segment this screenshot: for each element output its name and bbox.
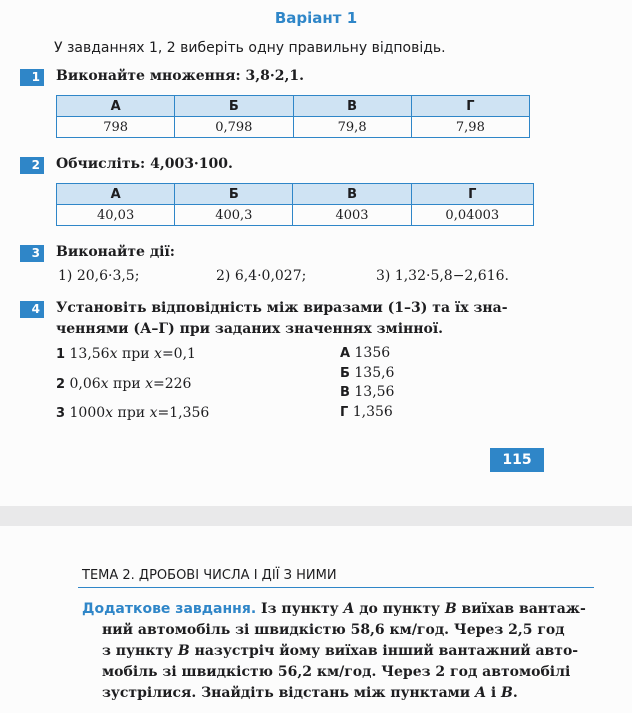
task-4-expression-2 [56, 376, 191, 392]
value-letter: Г [340, 405, 349, 420]
value-number: 13,56 [354, 384, 395, 400]
extra-text: виїхав вантаж- [456, 601, 586, 617]
expression-condition-value: =1,356 [157, 405, 210, 421]
value-letter: В [340, 385, 350, 400]
expression-condition-variable: x [154, 346, 162, 362]
task-1-text: Виконайте множення: 3,8·2,1. [56, 68, 304, 84]
task-2-header-b: Б [175, 184, 293, 205]
expression-variable: x [100, 376, 109, 392]
task-1-number: 1 [20, 69, 44, 86]
expression-condition-word: при [121, 346, 150, 362]
page-number-badge: 115 [490, 448, 544, 472]
extra-text: . [512, 685, 518, 701]
extra-text: і [485, 685, 502, 701]
extra-task-line-2: ний автомобіль зі швидкістю 58,6 км/год. Через 2,5 год [102, 622, 565, 638]
extra-text: зустрілися. Знайдіть відстань між пунктами [102, 685, 476, 701]
extra-text: до пункту [354, 601, 445, 617]
task-4-expression-3 [56, 405, 209, 421]
value-letter: Б [340, 366, 350, 381]
task-3-item-2: 2) 6,4·0,027; [216, 268, 307, 284]
value-letter: А [340, 346, 351, 361]
task-2-answer-table [56, 183, 534, 226]
task-2-answer-d: 0,04003 [411, 205, 533, 226]
task-2-header-d: Г [411, 184, 533, 205]
task-2-answer-c: 4003 [293, 205, 411, 226]
extra-text: Із пункту [261, 601, 344, 617]
task-4-text-line-1: Установіть відповідність між виразами (1–3) та їх зна- [56, 300, 508, 316]
task-1-header-c: В [293, 96, 411, 117]
task-4-value-a [340, 345, 390, 361]
task-1-header-b: Б [175, 96, 293, 117]
instruction-text: У завданнях 1, 2 виберіть одну правильну відповідь. [54, 40, 446, 56]
task-1-answer-table [56, 95, 530, 138]
expression-number: 2 [56, 377, 66, 392]
value-number: 1356 [354, 345, 391, 361]
extra-task-line-1 [82, 601, 602, 617]
point-b: B [501, 685, 513, 701]
expression-condition-word: при [117, 405, 146, 421]
task-4-value-d [340, 404, 393, 420]
task-2-header-c: В [293, 184, 411, 205]
expression-number: 3 [56, 406, 66, 421]
chapter-theme-header: ТЕМА 2. ДРОБОВІ ЧИСЛА І ДІЇ З НИМИ [82, 568, 337, 583]
expression-condition-word: при [113, 376, 141, 392]
extra-text: назустріч йому виїхав інший вантажний авто- [189, 643, 579, 659]
expression-variable: x [109, 346, 118, 362]
expression-coefficient: 13,56 [69, 346, 110, 362]
task-1-header-a: А [57, 96, 175, 117]
task-4-expression-1 [56, 346, 196, 362]
expression-condition-variable: x [149, 405, 158, 421]
task-1-answer-c: 79,8 [293, 117, 411, 138]
point-a: A [343, 601, 355, 617]
value-number: 1,356 [352, 404, 393, 420]
extra-task-label: Додаткове завдання. [82, 601, 257, 617]
task-2-header-a: А [57, 184, 175, 205]
task-1-answer-b: 0,798 [175, 117, 293, 138]
task-3-number: 3 [20, 245, 44, 262]
task-2-answer-a: 40,03 [57, 205, 175, 226]
point-a: A [475, 685, 486, 701]
expression-condition-value: =0,1 [161, 346, 196, 362]
task-2-answer-b: 400,3 [175, 205, 293, 226]
extra-task-line-4: мобіль зі швидкістю 56,2 км/год. Через 2 год автомобілі [102, 664, 571, 680]
expression-condition-value: =226 [153, 376, 192, 392]
task-4-value-c [340, 384, 394, 400]
task-3-text: Виконайте дії: [56, 244, 175, 260]
expression-number: 1 [56, 347, 66, 362]
task-4-number: 4 [20, 301, 44, 318]
task-2-text: Обчисліть: 4,003·100. [56, 156, 233, 172]
task-2-number: 2 [20, 157, 44, 174]
task-1-header-d: Г [411, 96, 529, 117]
extra-task-line-3 [102, 643, 622, 659]
expression-coefficient: 0,06 [69, 376, 101, 392]
task-3-item-1: 1) 20,6·3,5; [58, 268, 140, 284]
point-b: B [444, 601, 457, 617]
theme-divider [78, 587, 594, 588]
expression-condition-variable: x [145, 376, 154, 392]
variant-title: Варіант 1 [274, 9, 358, 27]
value-number: 135,6 [354, 365, 395, 381]
extra-task-line-5 [102, 685, 622, 701]
expression-coefficient: 1000 [69, 405, 106, 421]
extra-text: з пункту [102, 643, 178, 659]
task-4-value-b [340, 365, 394, 381]
task-4-text-line-2: ченнями (А–Г) при заданих значеннях змінної. [56, 321, 444, 337]
task-1-answer-d: 7,98 [411, 117, 529, 138]
point-b: B [177, 643, 190, 659]
expression-variable: x [105, 405, 114, 421]
task-3-item-3: 3) 1,32·5,8−2,616. [376, 268, 509, 284]
task-1-answer-a: 798 [57, 117, 175, 138]
